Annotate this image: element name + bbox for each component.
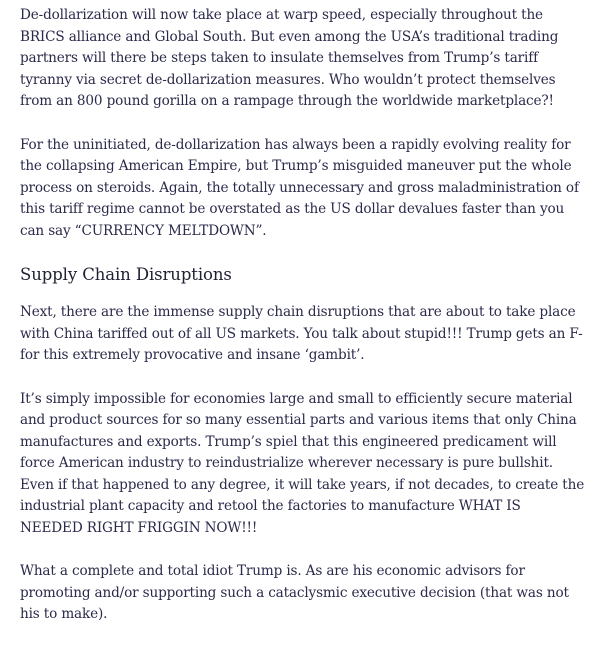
paragraph-de-dollarization-reality: For the uninitiated, de-dollarization has always been a rapidly evolving reality for the collapsing American Empire, but Trump’s misguided maneuver put the whole process on steroids. Again, the totally unnecessary and gross maladministration of this tariff regime cannot be overstated as the US dollar devalues faster than you can say “CURRENCY MELTDOWN”. — [20, 136, 579, 239]
paragraph-supply-chain-impossible: It’s simply impossible for economies large and small to efficiently secure material and product sources for so many essential parts and various items that only China manufactures and exports. Trump’s spiel that this engineered predicament will force American industry to reindustrialize wherever necessary is pure bullshit. Even if that happened to any degree, it will take years, if not decades, to create the industrial plant capacity and retool the factories to manufacture WHAT IS NEEDED RIGHT FRIGGIN NOW!!! — [20, 390, 585, 537]
section-heading-supply-chain: Supply Chain Disruptions — [20, 265, 232, 285]
paragraph-conclusion: What a complete and total idiot Trump is. As are his economic advisors for promoting and/or supporting such a cataclysmic executive decision (that was not his to make). — [20, 563, 569, 623]
paragraph-supply-chain-intro: Next, there are the immense supply chain disruptions that are about to take place with China tariffed out of all US markets. You talk about stupid!!! Trump gets an F- for this extremely provocative and insane ‘gambit’. — [20, 304, 583, 364]
paragraph-de-dollarization-speed: De-dollarization will now take place at warp speed, especially throughout the BRICS alliance and Global South. But even among the USA’s traditional trading partners will there be steps taken to insulate themselves from Trump’s tariff tyranny via secret de-dollarization measures. Who wouldn’t protect themselves from an 800 pound gorilla on a rampage through the worldwide marketplace?! — [20, 7, 559, 110]
article-body — [20, 5, 585, 648]
